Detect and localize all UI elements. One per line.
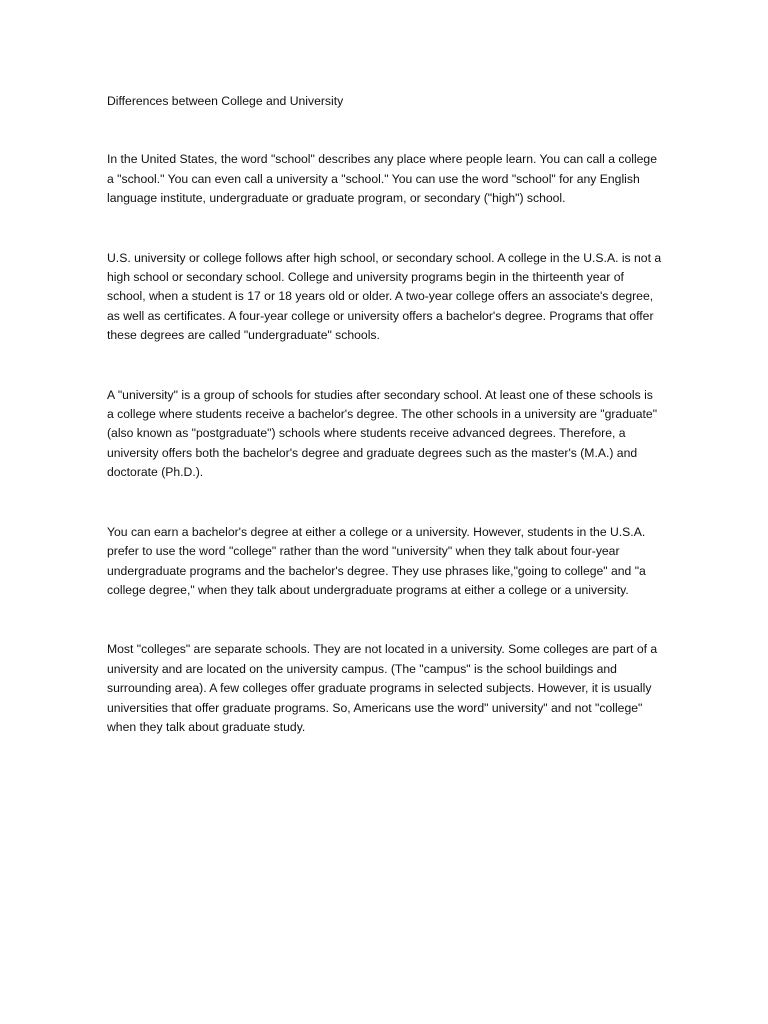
- paragraph-university-definition: A "university" is a group of schools for studies after secondary school. At least one of these schools is a college where students receive a bachelor's degree. The other schools in a university are "graduate" (also known as "postgraduate") schools where students receive advanced degrees. Therefore, a university offers both the bachelor's degree and graduate degrees such as the master's (M.A.) and doctorate (Ph.D.).: [107, 387, 658, 480]
- paragraph-bachelors-degree: You can earn a bachelor's degree at either a college or a university. However, students in the U.S.A. prefer to use the word "college" rather than the word "university" when they talk about four-year undergraduate programs and the bachelor's degree. They use phrases like,"going to college" and "a college degree," when they talk about undergraduate programs at either a college or a university.: [107, 524, 646, 597]
- paragraph-undergraduate: U.S. university or college follows after high school, or secondary school. A college in the U.S.A. is not a high school or secondary school. College and university programs begin in the thirteenth year of school, when a student is 17 or 18 years old or older. A two-year college offers an associate's degree, as well as certificates. A four-year college or university offers a bachelor's degree. Programs that offer these degrees are called "undergraduate" schools.: [107, 250, 662, 343]
- paragraph-colleges-separate: Most "colleges" are separate schools. They are not located in a university. Some colleges are part of a university and are located on the university campus. (The "campus" is the school buildings and surrounding area). A few colleges offer graduate programs in selected subjects. However, it is usually universities that offer graduate programs. So, Americans use the word" university" and not "college" when they talk about graduate study.: [107, 642, 658, 734]
- paragraph-school-definition: In the United States, the word "school" describes any place where people learn. You can call a college a "school." You can even call a university a "school." You can use the word "school" for any English language institute, undergraduate or graduate program, or secondary ("high") school.: [107, 152, 657, 206]
- document-title: Differences between College and University: [107, 94, 344, 108]
- document-body: [107, 92, 663, 777]
